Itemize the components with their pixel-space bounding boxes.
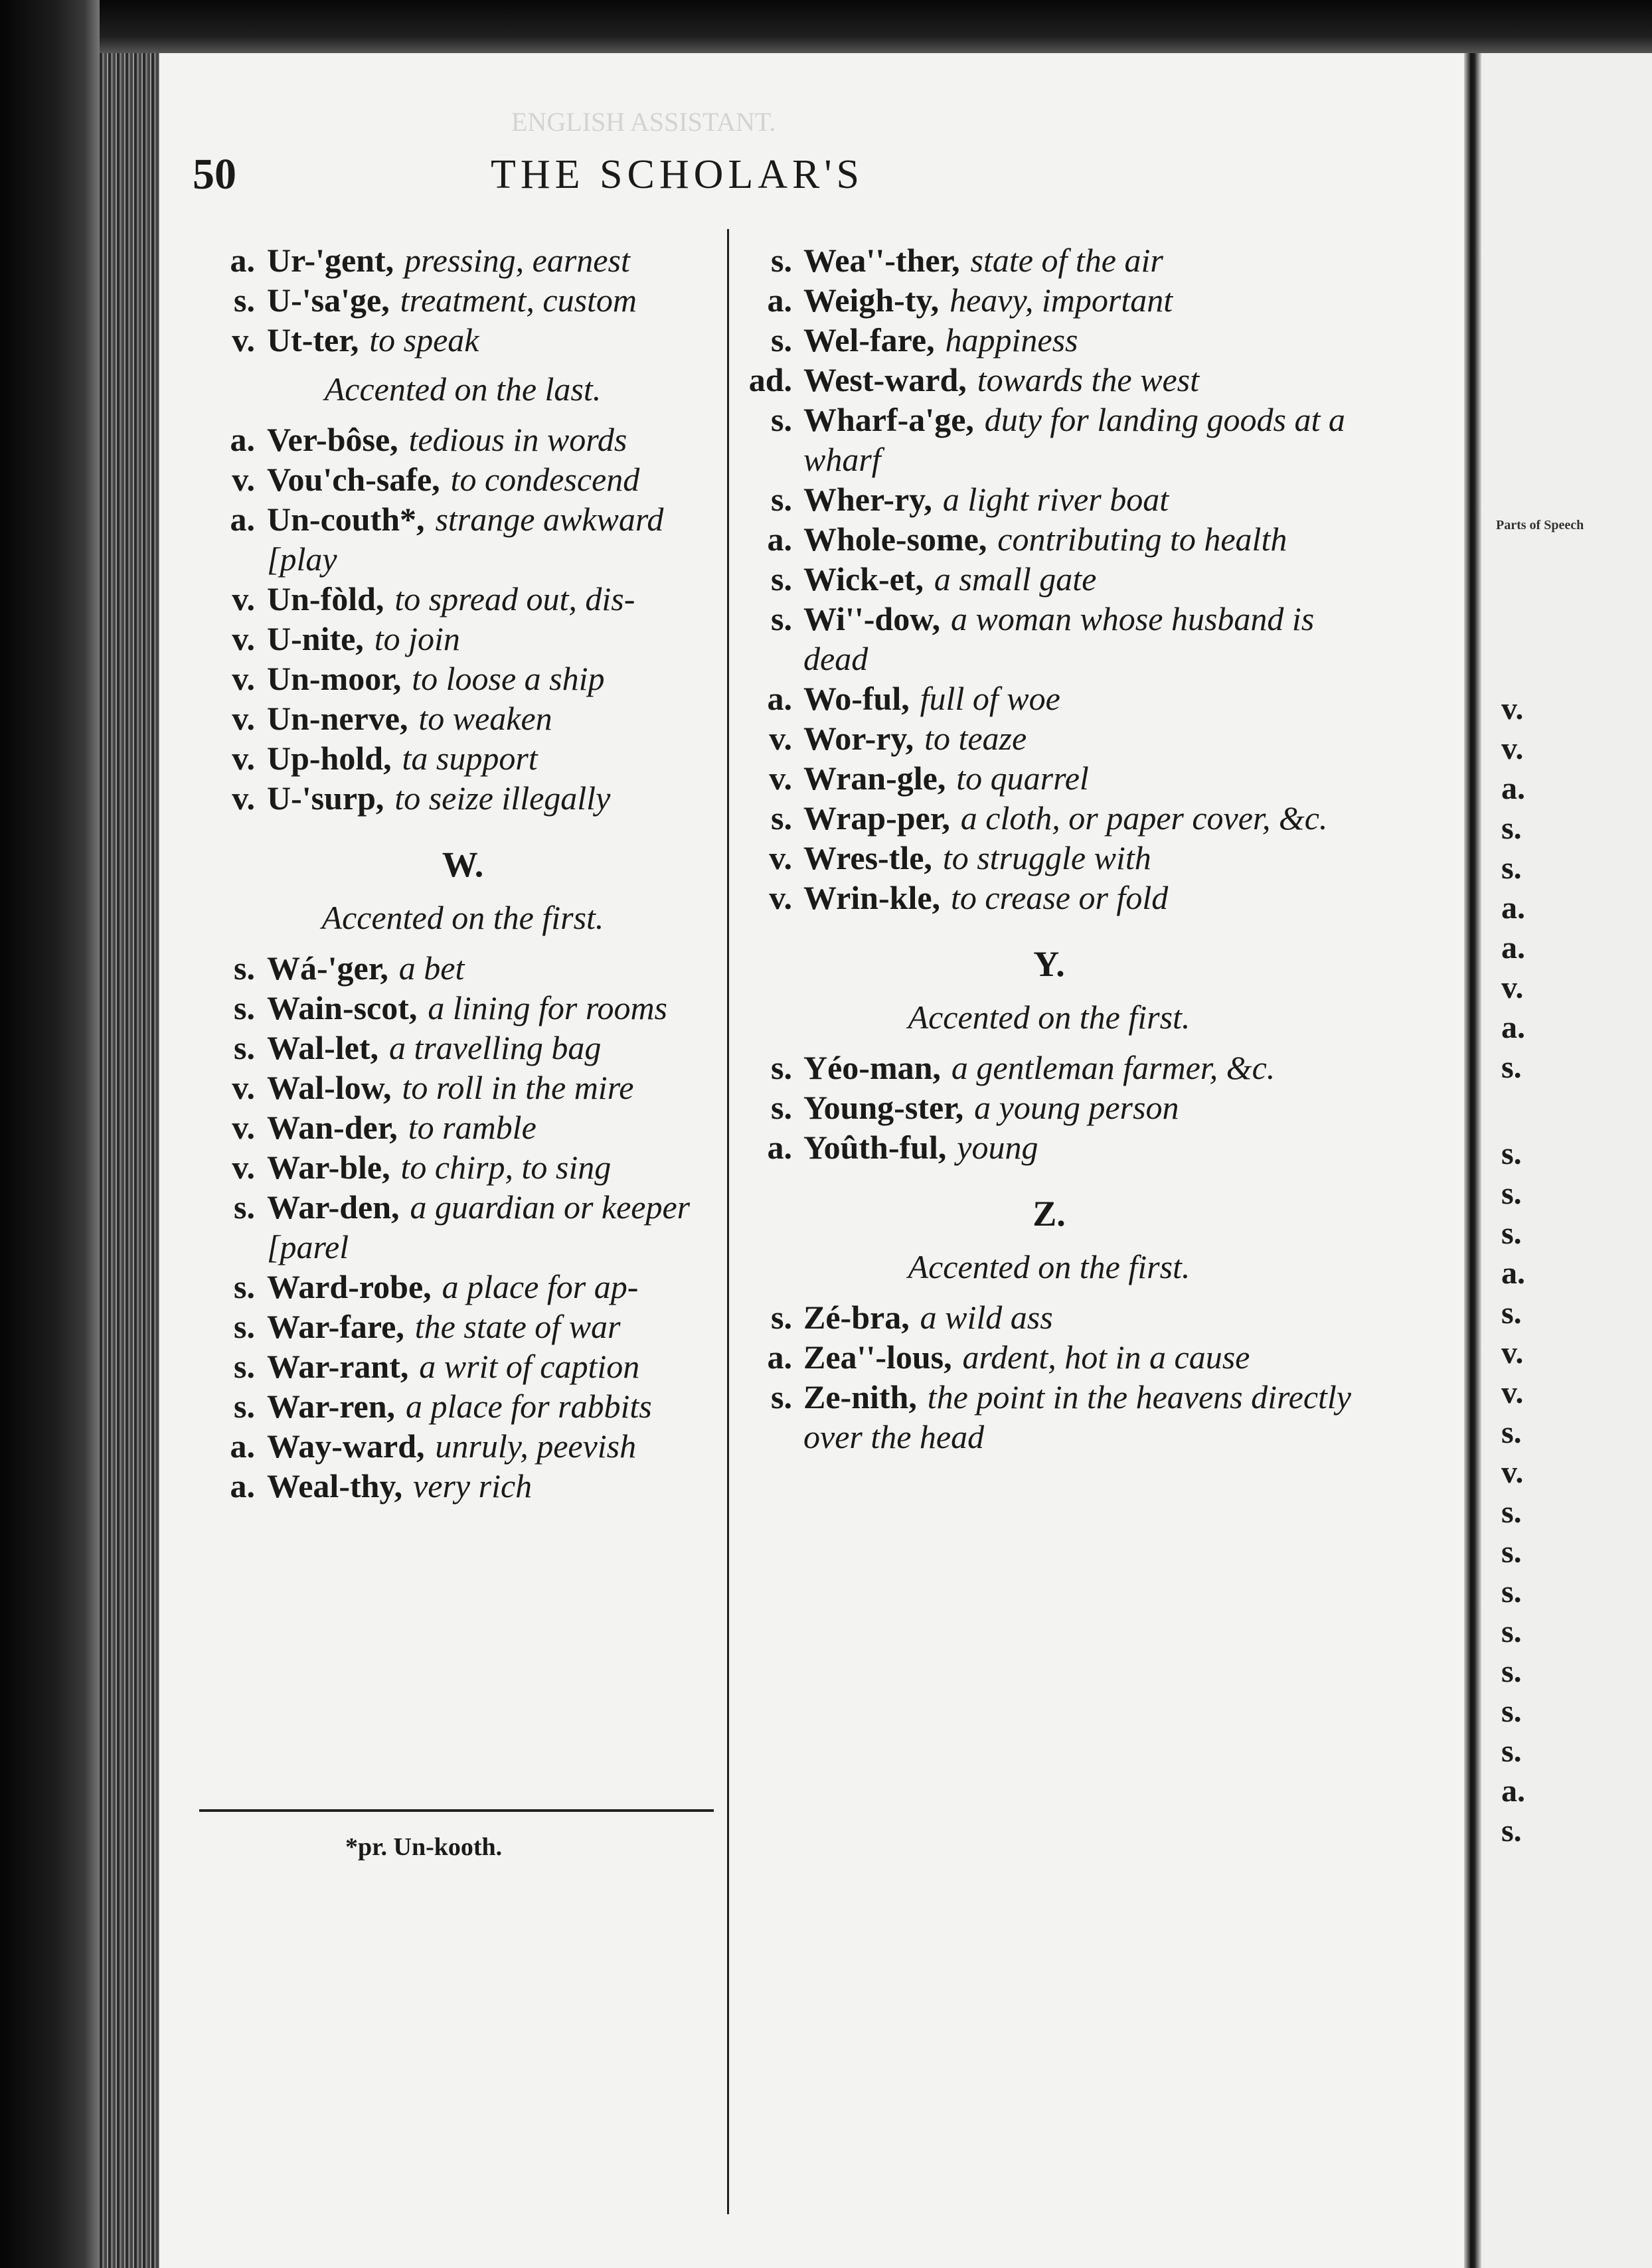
next-page-pos-letter: v. bbox=[1501, 731, 1524, 766]
definition: state of the air bbox=[970, 242, 1163, 279]
headword: Un-couth*, bbox=[267, 501, 425, 538]
next-page-heading: Parts of Speech bbox=[1496, 518, 1584, 532]
scan-left-edge bbox=[0, 0, 100, 2268]
definition: ta support bbox=[402, 740, 538, 777]
definition: contributing to health bbox=[997, 521, 1287, 558]
headword: Vou'ch-safe, bbox=[267, 461, 440, 498]
dictionary-entry bbox=[207, 1466, 718, 1506]
definition: to crease or fold bbox=[950, 879, 1169, 916]
headword: War-ble, bbox=[267, 1149, 390, 1186]
definition: a wild ass bbox=[920, 1299, 1053, 1336]
part-of-speech: v. bbox=[769, 839, 792, 876]
dictionary-entry bbox=[740, 1377, 1358, 1457]
definition: a small gate bbox=[934, 560, 1097, 598]
headword: Wi''-dow, bbox=[803, 600, 941, 637]
headword: Ver-bôse, bbox=[267, 421, 398, 458]
dictionary-entry bbox=[207, 1147, 718, 1187]
definition: a gentleman farmer, &c. bbox=[951, 1049, 1276, 1086]
part-of-speech: s. bbox=[771, 1378, 792, 1416]
part-of-speech: v. bbox=[232, 779, 255, 817]
next-page-pos-letter: a. bbox=[1501, 771, 1525, 806]
section-subheading: Accented on the first. bbox=[908, 999, 1191, 1036]
definition: to spread out, dis- bbox=[394, 580, 635, 617]
headword: Ur-'gent, bbox=[267, 242, 394, 279]
headword: Zea''-lous, bbox=[803, 1338, 952, 1376]
dictionary-entry bbox=[740, 798, 1358, 838]
dictionary-entry bbox=[740, 838, 1358, 878]
headword: Wick-et, bbox=[803, 560, 924, 598]
dictionary-entry bbox=[740, 1337, 1358, 1377]
definition: the point in the heavens directly over the head bbox=[803, 1378, 1351, 1455]
next-page-pos-letter: s. bbox=[1501, 1176, 1522, 1211]
definition: a writ of caption bbox=[419, 1348, 640, 1385]
next-page-pos-letter: v. bbox=[1501, 1375, 1524, 1410]
dictionary-entry bbox=[740, 559, 1358, 599]
dictionary-entry bbox=[207, 619, 718, 659]
definition: to ramble bbox=[408, 1109, 537, 1146]
dictionary-entry bbox=[740, 519, 1358, 559]
definition: to roll in the mire bbox=[402, 1069, 634, 1106]
dictionary-entry bbox=[740, 1297, 1358, 1337]
footnote: *pr. Un-kooth. bbox=[345, 1833, 503, 1861]
definition: a bet bbox=[398, 949, 465, 987]
column-rule bbox=[727, 229, 729, 2214]
part-of-speech: s. bbox=[234, 1308, 255, 1345]
dictionary-entry bbox=[740, 718, 1358, 758]
headword: Wan-der, bbox=[267, 1109, 398, 1146]
dictionary-entry bbox=[207, 948, 718, 988]
section-subheading: Accented on the first. bbox=[321, 899, 604, 936]
part-of-speech: v. bbox=[232, 620, 255, 657]
next-page-pos-letter: s. bbox=[1501, 1654, 1522, 1689]
dictionary-entry bbox=[207, 738, 718, 778]
definition: heavy, important bbox=[950, 282, 1173, 319]
headword: War-ren, bbox=[267, 1388, 396, 1425]
running-head: THE SCHOLAR'S bbox=[490, 152, 865, 197]
definition: pressing, earnest bbox=[404, 242, 630, 279]
next-page-pos-letter: a. bbox=[1501, 1256, 1525, 1291]
dictionary-entry bbox=[207, 1068, 718, 1107]
definition: full of woe bbox=[920, 680, 1060, 717]
part-of-speech: v. bbox=[769, 760, 792, 797]
dictionary-entry bbox=[207, 420, 718, 459]
headword: Ze-nith, bbox=[803, 1378, 917, 1416]
headword: Wrap-per, bbox=[803, 799, 950, 837]
next-page-pos-letter: s. bbox=[1501, 1136, 1522, 1171]
part-of-speech: s. bbox=[771, 242, 792, 279]
headword: Yoûth-ful, bbox=[803, 1129, 947, 1166]
headword: Wran-gle, bbox=[803, 760, 946, 797]
next-page-pos-letter: s. bbox=[1501, 1534, 1522, 1570]
left-column bbox=[207, 240, 718, 1506]
next-page-pos-letter: s. bbox=[1501, 850, 1522, 886]
dictionary-entry bbox=[740, 400, 1358, 479]
headword: U-'sa'ge, bbox=[267, 282, 390, 319]
headword: Way-ward, bbox=[267, 1427, 425, 1465]
definition: to loose a ship bbox=[412, 660, 605, 697]
definition: a guardian or keeper [parel bbox=[267, 1188, 691, 1265]
dictionary-entry bbox=[207, 579, 718, 619]
definition: to join bbox=[374, 620, 460, 657]
section-subheading: Accented on the first. bbox=[908, 1248, 1191, 1285]
next-page-pos-letter: s. bbox=[1501, 1694, 1522, 1729]
definition: a light river boat bbox=[942, 481, 1169, 518]
next-page-pos-letter: s. bbox=[1501, 811, 1522, 846]
dictionary-entry bbox=[740, 679, 1358, 718]
dictionary-entry bbox=[207, 1426, 718, 1466]
page-gutter bbox=[1464, 53, 1481, 2268]
dictionary-entry bbox=[207, 1028, 718, 1068]
dictionary-entry bbox=[740, 1088, 1358, 1127]
definition: to weaken bbox=[418, 700, 552, 737]
part-of-speech: s. bbox=[234, 1388, 255, 1425]
headword: Young-ster, bbox=[803, 1089, 964, 1126]
dictionary-entry bbox=[207, 1267, 718, 1307]
part-of-speech: a. bbox=[230, 1467, 255, 1504]
letter-heading: Z. bbox=[1032, 1194, 1066, 1234]
headword: Wea''-ther, bbox=[803, 242, 960, 279]
part-of-speech: s. bbox=[234, 949, 255, 987]
next-page-pos-letter: s. bbox=[1501, 1495, 1522, 1530]
next-page-pos-letter: s. bbox=[1501, 1216, 1522, 1251]
dictionary-entry bbox=[207, 320, 718, 360]
headword: Wrin-kle, bbox=[803, 879, 941, 916]
dictionary-entry bbox=[207, 988, 718, 1028]
part-of-speech: v. bbox=[232, 1069, 255, 1106]
part-of-speech: s. bbox=[234, 1348, 255, 1385]
definition: the state of war bbox=[414, 1308, 621, 1345]
definition: young bbox=[957, 1129, 1038, 1166]
dictionary-entry bbox=[740, 758, 1358, 798]
dictionary-entry bbox=[207, 499, 718, 579]
dictionary-entry bbox=[207, 1386, 718, 1426]
part-of-speech: a. bbox=[230, 501, 255, 538]
part-of-speech: s. bbox=[234, 989, 255, 1026]
part-of-speech: v. bbox=[232, 580, 255, 617]
next-page-pos-letter: a. bbox=[1501, 930, 1525, 965]
dictionary-entry bbox=[740, 1048, 1358, 1088]
part-of-speech: s. bbox=[234, 1188, 255, 1226]
definition: strange awkward [play bbox=[267, 501, 664, 578]
dictionary-entry bbox=[740, 320, 1358, 360]
dictionary-entry bbox=[740, 479, 1358, 519]
dictionary-entry bbox=[207, 240, 718, 280]
dictionary-entry bbox=[740, 280, 1358, 320]
part-of-speech: a. bbox=[230, 242, 255, 279]
headword: Up-hold, bbox=[267, 740, 392, 777]
bleed-through-text: ENGLISH ASSISTANT. bbox=[511, 107, 776, 137]
footnote-rule bbox=[199, 1809, 714, 1812]
definition: a place for rabbits bbox=[405, 1388, 652, 1425]
scan-top-edge bbox=[0, 0, 1652, 53]
part-of-speech: a. bbox=[230, 1427, 255, 1465]
part-of-speech: v. bbox=[232, 700, 255, 737]
part-of-speech: s. bbox=[771, 1299, 792, 1336]
next-page-pos-letter: v. bbox=[1501, 1455, 1524, 1490]
dictionary-entry bbox=[207, 778, 718, 818]
dictionary-entry bbox=[207, 1307, 718, 1346]
dictionary-entry bbox=[207, 1346, 718, 1386]
definition: very rich bbox=[413, 1467, 533, 1504]
definition: to teaze bbox=[924, 720, 1027, 757]
next-page-fragment bbox=[1481, 53, 1652, 2268]
part-of-speech: s. bbox=[771, 1049, 792, 1086]
part-of-speech: s. bbox=[771, 799, 792, 837]
dictionary-entry bbox=[740, 599, 1358, 679]
dictionary-entry bbox=[740, 240, 1358, 280]
headword: Wal-let, bbox=[267, 1029, 379, 1066]
next-page-pos-letter: a. bbox=[1501, 1010, 1525, 1045]
headword: War-fare, bbox=[267, 1308, 404, 1345]
next-page-pos-letter: s. bbox=[1501, 1050, 1522, 1085]
headword: Wel-fare, bbox=[803, 321, 935, 359]
headword: U-'surp, bbox=[267, 779, 384, 817]
definition: to chirp, to sing bbox=[400, 1149, 612, 1186]
definition: treatment, custom bbox=[400, 282, 637, 319]
dictionary-entry bbox=[740, 360, 1358, 400]
letter-heading: Y. bbox=[1033, 944, 1065, 984]
dictionary-entry bbox=[207, 1107, 718, 1147]
part-of-speech: a. bbox=[767, 1338, 792, 1376]
headword: Un-moor, bbox=[267, 660, 402, 697]
headword: Weigh-ty, bbox=[803, 282, 940, 319]
definition: towards the west bbox=[977, 361, 1199, 398]
next-page-pos-letter: s. bbox=[1501, 1813, 1522, 1848]
next-page-pos-letter: s. bbox=[1501, 1614, 1522, 1649]
part-of-speech: v. bbox=[769, 879, 792, 916]
part-of-speech: v. bbox=[232, 461, 255, 498]
definition: to quarrel bbox=[956, 760, 1089, 797]
headword: Un-nerve, bbox=[267, 700, 408, 737]
definition: happiness bbox=[945, 321, 1078, 359]
book-binding bbox=[100, 53, 159, 2268]
part-of-speech: s. bbox=[771, 560, 792, 598]
part-of-speech: v. bbox=[769, 720, 792, 757]
headword: Ut-ter, bbox=[267, 321, 359, 359]
part-of-speech: ad. bbox=[748, 361, 792, 398]
headword: War-rant, bbox=[267, 1348, 409, 1385]
dictionary-entry bbox=[207, 1187, 718, 1267]
headword: Whole-some, bbox=[803, 521, 987, 558]
next-page-pos-letter: s. bbox=[1501, 1295, 1522, 1331]
definition: a woman whose husband is dead bbox=[803, 600, 1315, 677]
part-of-speech: v. bbox=[232, 740, 255, 777]
dictionary-entry bbox=[207, 698, 718, 738]
definition: a lining for rooms bbox=[428, 989, 668, 1026]
next-page-pos-letter: v. bbox=[1501, 970, 1524, 1005]
headword: West-ward, bbox=[803, 361, 967, 398]
next-page-pos-letter: a. bbox=[1501, 890, 1525, 926]
headword: Wres-tle, bbox=[803, 839, 932, 876]
headword: U-nite, bbox=[267, 620, 364, 657]
letter-heading: W. bbox=[442, 845, 484, 884]
headword: Wain-scot, bbox=[267, 989, 418, 1026]
headword: Wal-low, bbox=[267, 1069, 392, 1106]
headword: Un-fòld, bbox=[267, 580, 384, 617]
definition: to struggle with bbox=[942, 839, 1151, 876]
part-of-speech: v. bbox=[232, 1149, 255, 1186]
dictionary-entry bbox=[740, 878, 1358, 918]
part-of-speech: a. bbox=[767, 680, 792, 717]
headword: Wo-ful, bbox=[803, 680, 910, 717]
headword: Wá-'ger, bbox=[267, 949, 388, 987]
part-of-speech: v. bbox=[232, 1109, 255, 1146]
part-of-speech: a. bbox=[767, 521, 792, 558]
next-page-pos-letter: s. bbox=[1501, 1415, 1522, 1450]
dictionary-entry bbox=[207, 280, 718, 320]
headword: Wher-ry, bbox=[803, 481, 932, 518]
definition: tedious in words bbox=[408, 421, 627, 458]
definition: unruly, peevish bbox=[435, 1427, 637, 1465]
next-page-pos-letter: v. bbox=[1501, 1335, 1524, 1370]
next-page-pos-letter: v. bbox=[1501, 691, 1524, 726]
part-of-speech: a. bbox=[767, 1129, 792, 1166]
definition: duty for landing goods at a wharf bbox=[803, 401, 1345, 478]
dictionary-entry bbox=[207, 659, 718, 698]
part-of-speech: s. bbox=[771, 1089, 792, 1126]
definition: to seize illegally bbox=[394, 779, 611, 817]
headword: Wharf-a'ge, bbox=[803, 401, 974, 438]
section-subheading: Accented on the last. bbox=[324, 370, 602, 408]
part-of-speech: s. bbox=[771, 401, 792, 438]
next-page-pos-letter: s. bbox=[1501, 1574, 1522, 1609]
headword: Weal-thy, bbox=[267, 1467, 403, 1504]
page-number: 50 bbox=[193, 150, 236, 199]
right-column bbox=[740, 240, 1358, 1457]
definition: to condescend bbox=[450, 461, 640, 498]
definition: a place for ap- bbox=[442, 1268, 639, 1305]
part-of-speech: v. bbox=[232, 660, 255, 697]
headword: Yéo-man, bbox=[803, 1049, 941, 1086]
definition: a travelling bag bbox=[388, 1029, 602, 1066]
part-of-speech: s. bbox=[771, 481, 792, 518]
headword: War-den, bbox=[267, 1188, 400, 1226]
next-page-pos-letter: s. bbox=[1501, 1734, 1522, 1769]
headword: Zé-bra, bbox=[803, 1299, 910, 1336]
definition: to speak bbox=[369, 321, 479, 359]
definition: ardent, hot in a cause bbox=[962, 1338, 1250, 1376]
part-of-speech: a. bbox=[230, 421, 255, 458]
definition: a cloth, or paper cover, &c. bbox=[960, 799, 1328, 837]
part-of-speech: s. bbox=[234, 1268, 255, 1305]
part-of-speech: s. bbox=[771, 600, 792, 637]
part-of-speech: s. bbox=[771, 321, 792, 359]
headword: Wor-ry, bbox=[803, 720, 914, 757]
headword: Ward-robe, bbox=[267, 1268, 432, 1305]
dictionary-entry bbox=[207, 459, 718, 499]
part-of-speech: a. bbox=[767, 282, 792, 319]
part-of-speech: v. bbox=[232, 321, 255, 359]
part-of-speech: s. bbox=[234, 282, 255, 319]
next-page-pos-letter: a. bbox=[1501, 1773, 1525, 1809]
definition: a young person bbox=[974, 1089, 1179, 1126]
dictionary-entry bbox=[740, 1127, 1358, 1167]
part-of-speech: s. bbox=[234, 1029, 255, 1066]
